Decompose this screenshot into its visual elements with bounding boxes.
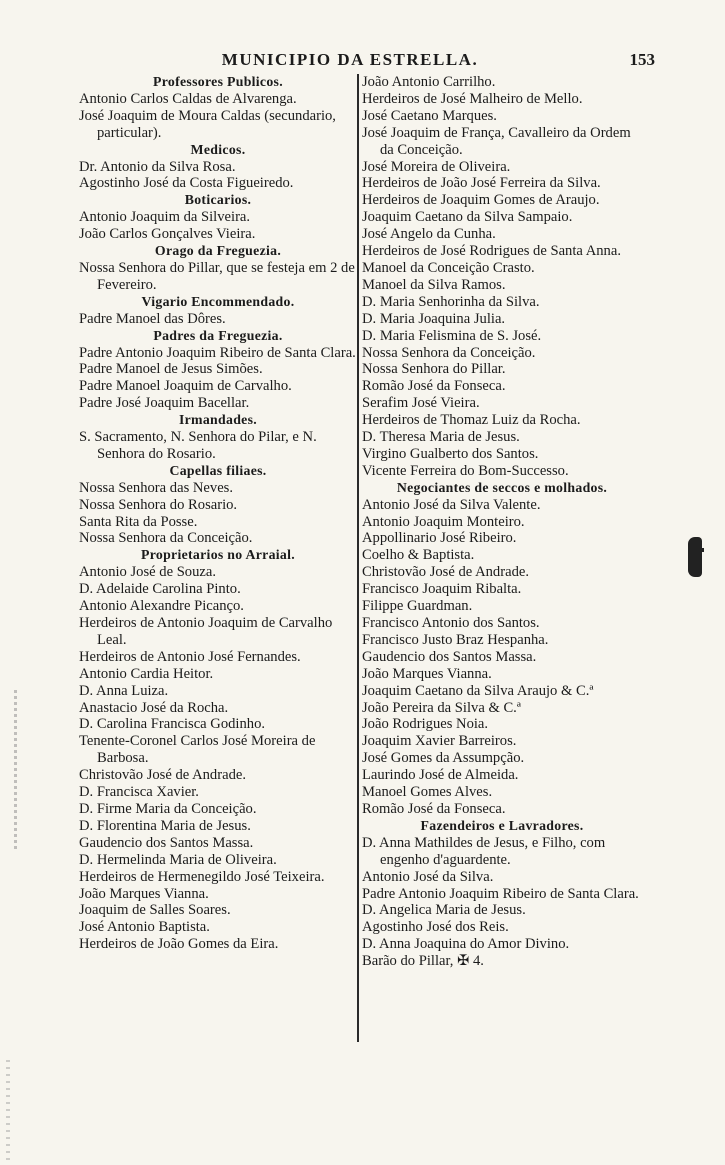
list-item: Herdeiros de Thomaz Luiz da Rocha. <box>362 412 581 429</box>
section-heading: Proprietarios no Arraial. <box>140 547 295 563</box>
list-item: Nossa Senhora do Pillar. <box>362 361 506 378</box>
list-item: Herdeiros de Joaquim Gomes de Araujo. <box>362 192 600 209</box>
list-item: João Marques Vianna. <box>362 665 492 682</box>
list-item: Vicente Ferreira do Bom-Successo. <box>362 462 569 479</box>
list-item: Antonio Joaquim Monteiro. <box>362 513 525 530</box>
list-item: Francisco Joaquim Ribalta. <box>362 581 522 598</box>
list-item: S. Sacramento, N. Senhora do Pilar, e N. Senhora do Rosario. <box>79 429 317 462</box>
section <box>79 412 357 463</box>
list-item: D. Maria Joaquina Julia. <box>362 310 506 327</box>
section <box>79 547 357 953</box>
section-heading: Boticarios. <box>184 192 252 208</box>
list-item: D. Francisca Xavier. <box>79 784 199 801</box>
list-item: Antonio Alexandre Picanço. <box>79 598 244 615</box>
list-item: João Pereira da Silva & C.ª <box>362 699 521 716</box>
list-item: Manoel Gomes Alves. <box>362 784 493 801</box>
list-item: D. Hermelinda Maria de Oliveira. <box>79 851 277 868</box>
list-item: José Caetano Marques. <box>362 107 497 124</box>
list-item: Romão José da Fonseca. <box>362 800 506 817</box>
right-column <box>362 74 642 970</box>
list-item: Antonio José de Souza. <box>79 564 217 581</box>
section <box>79 192 357 243</box>
section-heading: Fazendeiros e Lavradores. <box>420 817 584 833</box>
list-item: Joaquim Caetano da Silva Sampaio. <box>362 209 573 226</box>
page-title: MUNICIPIO DA ESTRELLA. <box>221 50 479 69</box>
list-item: Padre Manoel Joaquim de Carvalho. <box>79 378 292 395</box>
list-item: D. Adelaide Carolina Pinto. <box>79 581 241 598</box>
list-item: D. Anna Luiza. <box>79 682 169 699</box>
list-item: Padre Manoel de Jesus Simões. <box>79 361 263 378</box>
list-item: João Antonio Carrilho. <box>362 74 496 90</box>
section-heading: Medicos. <box>190 141 246 157</box>
scan-artifact <box>6 1060 10 1160</box>
list-item: Herdeiros de Antonio Joaquim de Carvalho Leal. <box>79 615 333 648</box>
section-heading: Negociantes de seccos e molhados. <box>396 479 608 495</box>
list-item: José Antonio Baptista. <box>79 919 210 936</box>
list-item: D. Firme Maria da Conceição. <box>79 800 257 817</box>
list-item: Padre Antonio Joaquim Ribeiro de Santa Clara. <box>362 885 639 902</box>
list-item: D. Anna Mathildes de Jesus, e Filho, com engenho d'aguardente. <box>362 834 606 868</box>
list-item: Herdeiros de José Rodrigues de Santa Anna. <box>362 243 621 260</box>
list-item: José Moreira de Oliveira. <box>362 158 511 175</box>
list-item: Serafim José Vieira. <box>362 395 480 412</box>
list-item: José Joaquim de Moura Caldas (secundario, particular). <box>79 107 336 141</box>
list-item: Coelho & Baptista. <box>362 547 475 564</box>
list-item: Romão José da Fonseca. <box>362 378 506 395</box>
section <box>79 328 357 413</box>
list-item: João Rodrigues Noia. <box>362 716 489 733</box>
section <box>79 463 357 548</box>
list-item: Antonio José da Silva. <box>362 868 494 885</box>
list-item: José Gomes da Assumpção. <box>362 750 525 767</box>
list-item: Dr. Antonio da Silva Rosa. <box>79 158 236 175</box>
list-item: Padre José Joaquim Bacellar. <box>79 395 250 412</box>
list-item: D. Anna Joaquina do Amor Divino. <box>362 936 570 953</box>
section <box>362 818 642 970</box>
list-item: Antonio Joaquim da Silveira. <box>79 209 251 226</box>
list-item: Antonio José da Silva Valente. <box>362 496 541 513</box>
section-heading: Padres da Freguezia. <box>153 327 283 343</box>
list-item: Christovão José de Andrade. <box>362 564 529 581</box>
section <box>362 74 642 480</box>
list-item: Joaquim de Salles Soares. <box>79 902 231 919</box>
list-item: Antonio Cardia Heitor. <box>79 665 214 682</box>
list-item: Laurindo José de Almeida. <box>362 767 519 784</box>
section-heading: Professores Publicos. <box>153 74 283 89</box>
page-number: 153 <box>629 50 655 69</box>
section-heading: Capellas filiaes. <box>169 462 267 478</box>
list-item: Manoel da Conceição Crasto. <box>362 259 535 276</box>
list-item: D. Theresa Maria de Jesus. <box>362 429 520 446</box>
list-item: Herdeiros de João Gomes da Eira. <box>79 936 279 953</box>
list-item: Manoel da Silva Ramos. <box>362 276 506 293</box>
list-item: José Angelo da Cunha. <box>362 226 496 243</box>
list-item: Agostinho José da Costa Figueiredo. <box>79 175 294 192</box>
section-heading: Orago da Freguezia. <box>154 243 282 259</box>
section <box>79 74 357 142</box>
ink-speck-icon <box>700 548 704 552</box>
list-item: Filippe Guardman. <box>362 598 473 615</box>
section <box>79 243 357 294</box>
list-item: D. Maria Senhorinha da Silva. <box>362 293 540 310</box>
list-item: Francisco Antonio dos Santos. <box>362 615 540 631</box>
list-item: D. Florentina Maria de Jesus. <box>79 817 251 834</box>
list-item: Nossa Senhora do Rosario. <box>79 496 238 513</box>
ink-blot-icon <box>688 537 702 577</box>
list-item: Nossa Senhora da Conceição. <box>79 530 253 547</box>
section-heading: Vigario Encommendado. <box>141 293 295 309</box>
left-column <box>79 74 357 953</box>
list-item: Herdeiros de Antonio José Fernandes. <box>79 648 301 665</box>
list-item: Christovão José de Andrade. <box>79 767 246 784</box>
list-item: Herdeiros de José Malheiro de Mello. <box>362 90 583 107</box>
list-item: Padre Antonio Joaquim Ribeiro de Santa Clara. <box>79 344 356 361</box>
list-item: Agostinho José dos Reis. <box>362 919 509 936</box>
list-item: Nossa Senhora da Conceição. <box>362 344 536 361</box>
list-item: Gaudencio dos Santos Massa. <box>79 834 254 851</box>
list-item: Herdeiros de Hermenegildo José Teixeira. <box>79 868 325 885</box>
list-item: Nossa Senhora das Neves. <box>79 479 234 496</box>
list-item: D. Angelica Maria de Jesus. <box>362 902 526 919</box>
section-heading: Irmandades. <box>178 412 258 428</box>
column-divider <box>357 74 359 1042</box>
list-item: Nossa Senhora do Pillar, que se festeja em 2 de Fevereiro. <box>79 259 355 293</box>
page-header <box>0 50 725 74</box>
list-item: Padre Manoel das Dôres. <box>79 310 226 327</box>
list-item: Gaudencio dos Santos Massa. <box>362 648 537 665</box>
list-item: Joaquim Xavier Barreiros. <box>362 733 517 750</box>
list-item: Joaquim Caetano da Silva Araujo & C.ª <box>362 682 594 699</box>
list-item: José Joaquim de França, Cavalleiro da Ordem da Conceição. <box>362 124 631 158</box>
list-item: Francisco Justo Braz Hespanha. <box>362 631 549 648</box>
section <box>79 142 357 193</box>
list-item: João Carlos Gonçalves Vieira. <box>79 226 256 243</box>
list-item: Herdeiros de João José Ferreira da Silva. <box>362 175 601 192</box>
list-item: Appollinario José Ribeiro. <box>362 530 517 547</box>
list-item: D. Maria Felismina de S. José. <box>362 327 542 344</box>
list-item: D. Carolina Francisca Godinho. <box>79 716 266 733</box>
list-item: Antonio Carlos Caldas de Alvarenga. <box>79 90 297 107</box>
list-item: Anastacio José da Rocha. <box>79 699 229 716</box>
section <box>79 294 357 328</box>
list-item: Barão do Pillar, ✠ 4. <box>362 953 484 970</box>
list-item: Virgino Gualberto dos Santos. <box>362 445 539 462</box>
list-item: Tenente-Coronel Carlos José Moreira de Barbosa. <box>79 733 316 767</box>
section <box>362 480 642 818</box>
scan-artifact <box>14 690 17 850</box>
list-item: João Marques Vianna. <box>79 885 209 902</box>
list-item: Santa Rita da Posse. <box>79 513 198 530</box>
